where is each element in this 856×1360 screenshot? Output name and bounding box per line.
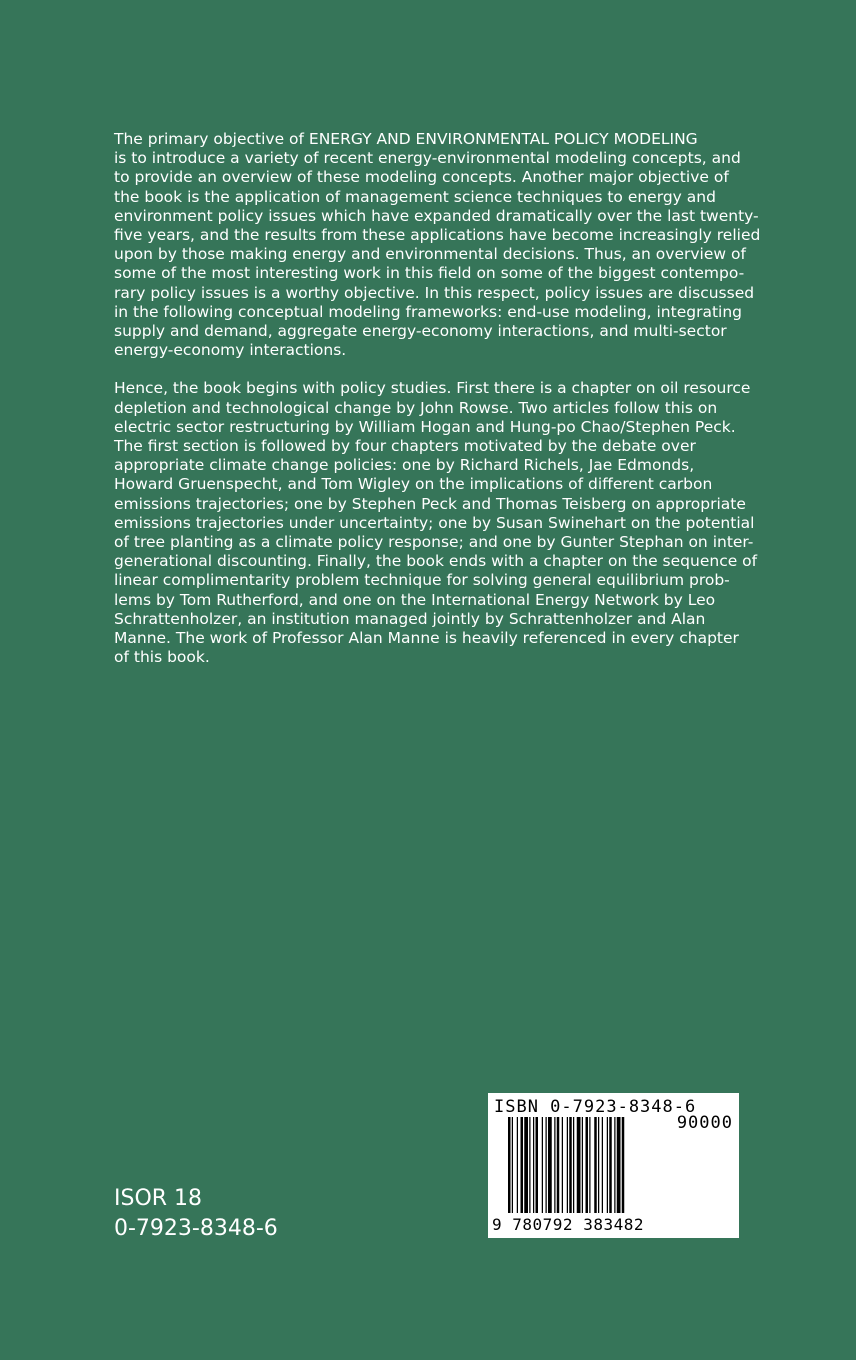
blurb-line: lems by Tom Rutherford, and one on the International Energy Network by Leo <box>114 590 716 609</box>
blurb-line: electric sector restructuring by William Hogan and Hung-po Chao/Stephen Peck. <box>114 417 736 436</box>
blurb-line: linear complimentarity problem technique for solving general equilibrium prob- <box>114 571 730 590</box>
blurb-line: The primary objective of ENERGY AND ENVIRONMENTAL POLICY MODELING <box>114 130 698 148</box>
series-info <box>114 1184 278 1244</box>
barcode-ean-digits: 9 780792 383482 <box>492 1215 644 1234</box>
back-cover-blurb <box>114 130 761 667</box>
blurb-line: some of the most interesting work in this field on some of the biggest contempo- <box>114 264 745 283</box>
blurb-line: rary policy issues is a worthy objective. In this respect, policy issues are discussed <box>114 283 755 302</box>
blurb-line: environment policy issues which have expanded dramatically over the last twenty- <box>114 206 759 225</box>
series-name: ISOR 18 <box>114 1186 203 1211</box>
blurb-line: Manne. The work of Professor Alan Manne is heavily referenced in every chapter <box>114 629 739 648</box>
blurb-line: appropriate climate change policies: one by Richard Richels, Jae Edmonds, <box>114 456 695 475</box>
blurb-line: upon by those making energy and environmental decisions. Thus, an overview of <box>114 245 746 264</box>
blurb-line: depletion and technological change by John Rowse. Two articles follow this on <box>114 398 718 417</box>
blurb-line: to provide an overview of these modeling concepts. Another major objective of <box>114 168 729 187</box>
blurb-line: Schrattenholzer, an institution managed jointly by Schrattenholzer and Alan <box>114 609 706 628</box>
blurb-line: of this book. <box>114 648 210 667</box>
blurb-paragraph-1 <box>114 130 761 360</box>
blurb-line: supply and demand, aggregate energy-economy interactions, and multi-sector <box>114 322 727 341</box>
isbn-barcode <box>488 1093 739 1238</box>
barcode-bars <box>508 1117 658 1213</box>
series-isbn: 0-7923-8348-6 <box>114 1216 278 1241</box>
blurb-line: generational discounting. Finally, the book ends with a chapter on the sequence of <box>114 552 758 571</box>
blurb-line: of tree planting as a climate policy response; and one by Gunter Stephan on inter- <box>114 533 754 552</box>
blurb-paragraph-2 <box>114 379 758 667</box>
blurb-line: in the following conceptual modeling frameworks: end-use modeling, integrating <box>114 302 742 321</box>
blurb-line: Hence, the book begins with policy studies. First there is a chapter on oil resource <box>114 379 751 398</box>
blurb-line: energy-economy interactions. <box>114 341 347 360</box>
barcode-isbn-label: ISBN 0-7923-8348-6 <box>494 1097 697 1117</box>
blurb-line: emissions trajectories; one by Stephen Peck and Thomas Teisberg on appropriate <box>114 494 746 513</box>
blurb-line: five years, and the results from these applications have become increasingly relied <box>114 226 761 245</box>
blurb-line: emissions trajectories under uncertainty; one by Susan Swinehart on the potential <box>114 513 755 532</box>
barcode-price-code: 90000 <box>676 1113 733 1133</box>
blurb-line: the book is the application of management science techniques to energy and <box>114 187 716 206</box>
blurb-line: Howard Gruenspecht, and Tom Wigley on the implications of different carbon <box>114 475 713 494</box>
blurb-line: The first section is followed by four chapters motivated by the debate over <box>114 437 696 456</box>
blurb-line: is to introduce a variety of recent energy-environmental modeling concepts, and <box>114 149 741 168</box>
